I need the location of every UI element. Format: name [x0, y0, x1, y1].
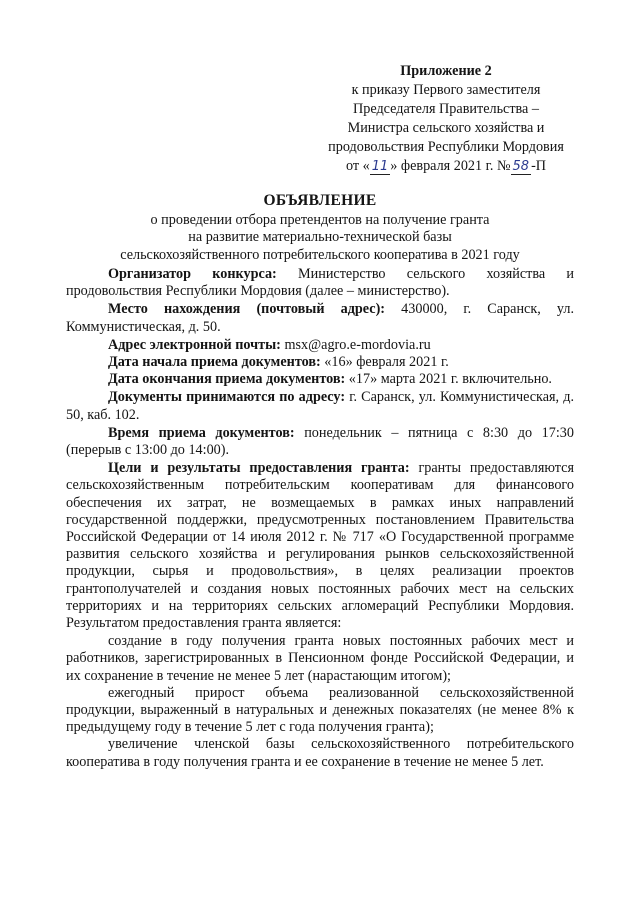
hours-label: Время приема документов: [108, 424, 295, 441]
date-prefix: от « [345, 158, 370, 174]
goals-label: Цели и результаты предоставления гранта: [108, 460, 410, 477]
email-value: msx@agro.e-mordovia.ru [280, 336, 431, 353]
documents-paragraph [66, 389, 574, 423]
end-date-label: Дата окончания приема документов: [108, 371, 346, 388]
announcement-title: ОБЪЯВЛЕНИЕ [263, 192, 377, 209]
location-value: 430000, г. Саранск, ул. Коммунистическая, д. 50. [66, 301, 574, 335]
order-number-handwritten: 58 [512, 159, 530, 174]
announcement-subtitle: на развитие материально-технической базы [188, 229, 452, 245]
organizer-label: Организатор конкурса: [108, 266, 277, 282]
end-date-value: «17» марта 2021 г. включительно. [345, 371, 552, 388]
order-date-line [310, 157, 582, 176]
appendix-line: продовольствия Республики Мордовия [328, 139, 564, 155]
result-item: увеличение членской базы сельскохозяйственного потребительского кооператива в году получения гранта и ее сохранение в течение не менее 5 лет. [66, 736, 574, 770]
email-label: Адрес электронной почты: [108, 336, 281, 353]
result-item: ежегодный прирост объема реализованной сельскохозяйственной продукции, выраженный в натуральных и денежных показателях (не менее 8% к предыдущему году в течение 5 лет с года получения гранта); [66, 684, 574, 736]
appendix-title: Приложение 2 [400, 63, 492, 79]
order-day-handwritten: 11 [371, 159, 389, 174]
documents-value: г. Саранск, ул. Коммунистическая, д. 50, каб. 102. [66, 389, 574, 423]
hours-value: понедельник – пятница с 8:30 до 17:30 (перерыв с 13:00 до 14:00). [66, 424, 574, 459]
appendix-block [310, 62, 582, 176]
hours-paragraph [66, 425, 574, 459]
organizer-value: Министерство сельского хозяйства и продовольствия Республики Мордовия (далее – министерство). [66, 266, 574, 300]
appendix-line: Председателя Правительства – [353, 101, 539, 117]
appendix-line: Министра сельского хозяйства и [347, 120, 545, 136]
location-paragraph [66, 301, 574, 335]
start-date-paragraph [66, 354, 574, 371]
goals-paragraph [66, 460, 574, 632]
date-suffix: -П [531, 158, 547, 174]
organizer-paragraph [66, 266, 574, 300]
end-date-paragraph [66, 371, 574, 388]
announcement-body [66, 266, 574, 771]
goals-value: гранты предоставляются сельскохозяйственным потребительским кооперативам для финансового обеспечения их затрат, не возмещаемых в рамках иных направлений государственной поддержки, предусмотренных постановлением Правительства Российской Федерации от 14 июля 2012 г. № 717 «О Государственной программе развития сельского хозяйства и регулирования рынков сельскохозяйственной продукции, сырья и продовольствия», в целях реализации проектов грантополучателей и создания новых постоянных рабочих мест на сельских территориях и на территориях сельских агломераций Республики Мордовия. Результатом предоставления гранта является: [66, 460, 574, 632]
date-middle: » февраля 2021 г. № [390, 158, 511, 174]
announcement-subtitle: сельскохозяйственного потребительского кооператива в 2021 году [120, 246, 520, 263]
start-date-label: Дата начала приема документов: [108, 354, 321, 371]
email-paragraph [66, 337, 574, 354]
announcement-heading [100, 192, 540, 264]
announcement-subtitle: о проведении отбора претендентов на получение гранта [150, 211, 490, 228]
documents-label: Документы принимаются по адресу: [108, 389, 346, 406]
location-label: Место нахождения (почтовый адрес): [108, 301, 386, 318]
appendix-line: к приказу Первого заместителя [351, 82, 541, 98]
start-date-value: «16» февраля 2021 г. [320, 354, 449, 371]
result-item: создание в году получения гранта новых постоянных рабочих мест и работников, зарегистрированных в Пенсионном фонде Российской Федерации, и их сохранение в течение не менее 5 лет (нарастающим итогом); [66, 633, 574, 684]
